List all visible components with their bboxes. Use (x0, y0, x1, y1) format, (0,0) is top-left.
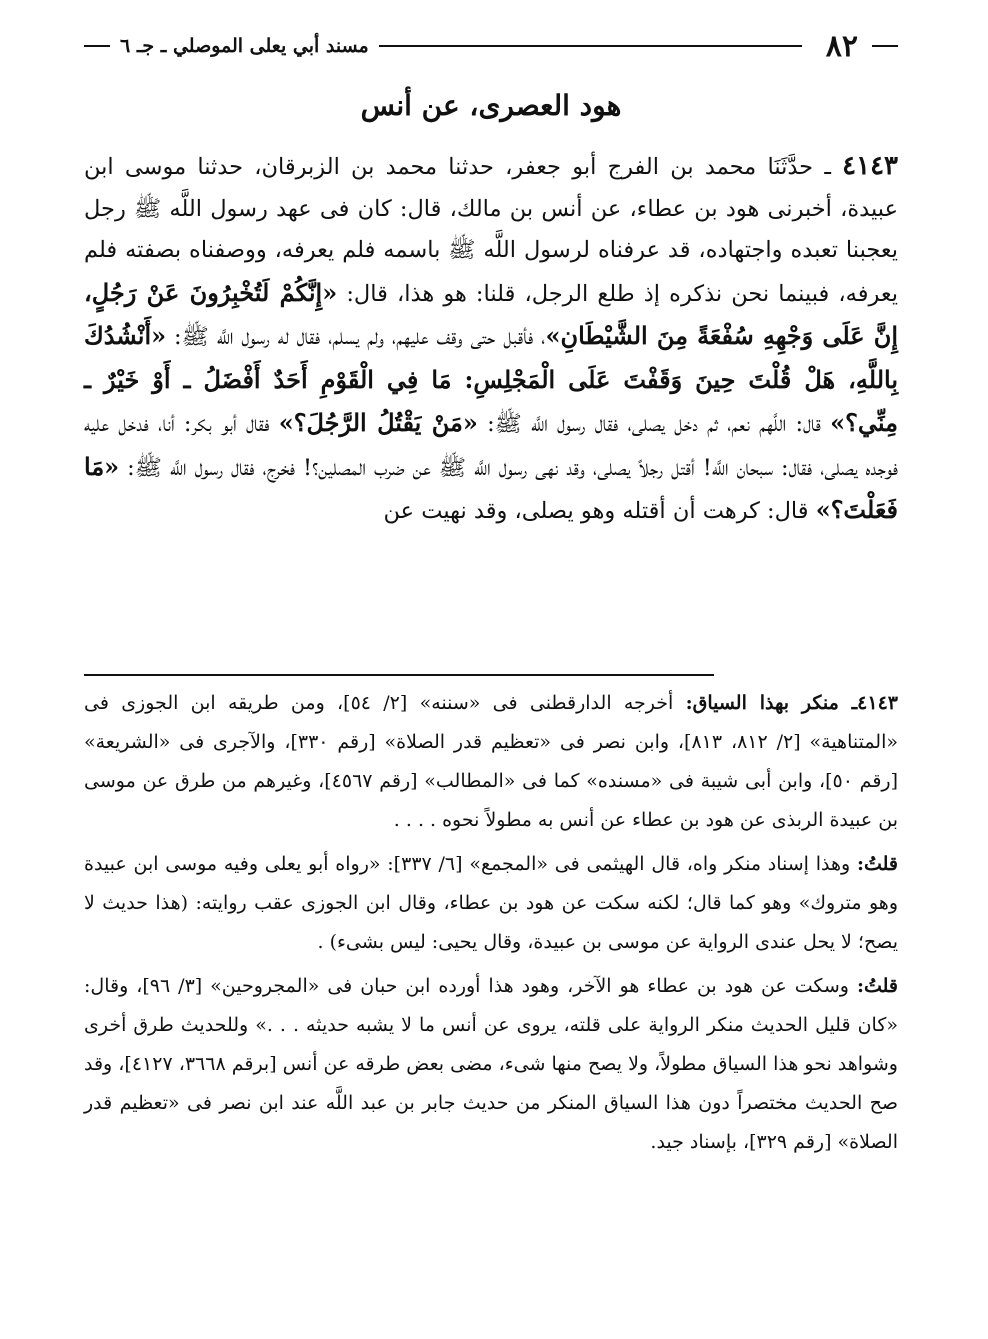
footnote-divider (84, 674, 714, 676)
footnote-takhrij (84, 684, 898, 840)
footnote-lead: قلتُ: (856, 853, 899, 875)
hadith-text-part-4: فقال أبو بكر: أنا، فدخل عليه فوجده يصلى، فقال: سبحان اللَّه! أقتل رجلاً يصلى، وقد نهى رسول اللَّه ﷺ عن ضرب المصلين؟! فخرج، فقال رسول اللَّه ﷺ: (84, 411, 898, 481)
prophetic-quote-3: «مَنْ يَقْتُلُ الرَّجُلَ؟» (278, 408, 478, 437)
footnote-comment-2 (84, 967, 898, 1162)
footnote-body: وهذا إسناد منكر واه، قال الهيثمى فى «المجمع» [٦/ ٣٣٧]: «رواه أبو يعلى وفيه موسى ابن عبيدة وهو متروك» وهو كما قال؛ لكنه سكت عن هود بن عطاء، وقال ابن الجوزى عقب روايته: (هذا حديث لا يصح؛ لا يحل عندى الرواية عن موسى بن عبيدة، وقال يحيى: ليس بشىء) . (84, 853, 898, 953)
hadith-text-part-2: ، فأقبل حتى وقف عليهم، ولم يسلم، فقال له رسول اللَّه ﷺ: (166, 324, 546, 350)
hadith-text-part-3: قال: اللَّهم نعم، ثم دخل يصلى، فقال رسول اللَّه ﷺ: (477, 411, 831, 437)
prophetic-quote-2: «أَنْشُدُكَ بِاللَّهِ، هَلْ قُلْتَ حِينَ وَقَفْتَ عَلَى الْمَجْلِسِ: مَا فِي الْقَوْمِ أَحَدٌ أَفْضَلُ ـ أَوْ خَيْرٌ ـ مِنِّي؟» (84, 321, 898, 437)
header-rule (379, 45, 802, 47)
hadith-text-part-5: قال: كرهت أن أقتله وهو يصلى، وقد نهيت عن (383, 498, 816, 524)
running-header (84, 26, 898, 66)
prophetic-quote-4: «مَا فَعَلْتَ؟» (84, 451, 898, 524)
hadith-text (84, 146, 898, 533)
book-title: مسند أبي يعلى الموصلي ـ جـ ٦ (120, 35, 369, 57)
page-number: ٨٢ (825, 28, 858, 64)
chapter-title: هود العصرى، عن أنس (360, 89, 622, 122)
prophetic-quote-1: «إِنَّكُمْ لَتُخْبِرُونَ عَنْ رَجُلٍ، إِنَّ عَلَى وَجْهِهِ سُفْعَةً مِنَ الشَّيْطَانِ» (84, 277, 898, 350)
header-dash-left (84, 45, 110, 47)
footnote-comment-1 (84, 845, 898, 962)
footnotes (84, 684, 898, 1167)
footnote-lead: ٤١٤٣ـ منكر بهذا السياق: (685, 692, 898, 714)
hadith-number: ٤١٤٣ (842, 151, 898, 181)
hadith-text-part-1: ـ حدَّثَنَا محمد بن الفرج أبو جعفر، حدثنا محمد بن الزبرقان، حدثنا موسى ابن عبيدة، أخبرنى هود بن عطاء، عن أنس بن مالك، قال: كان فى عهد رسول اللَّه ﷺ رجل يعجبنا تعبده واجتهاده، قد عرفناه لرسول اللَّه ﷺ باسمه فلم يعرفه، ووصفناه بصفته فلم يعرفه، فبينما نحن نذكره إذ طلع الرجل، قلنا: هو هذا، قال: (84, 154, 899, 307)
footnote-body: وسكت عن هود بن عطاء هو الآخر، وهود هذا أورده ابن حبان فى «المجروحين» [٣/ ٩٦]، وقال: «كان قليل الحديث منكر الرواية على قلته، يروى عن أنس ما لا يشبه حديثه . . .» وللحديث طرق أخرى وشواهد نحو هذا السياق مطولاً، ولا يصح منها شىء، مضى بعض طرقه عن أنس [برقم ٣٦٦٨، ٤١٢٧]، وقد صح الحديث مختصراً دون هذا السياق المنكر من حديث جابر بن عبد اللَّه عند ابن نصر فى «تعظيم قدر الصلاة» [رقم ٣٢٩]، بإسناد جيد. (84, 975, 898, 1153)
header-dash-right (872, 45, 898, 47)
footnote-body: أخرجه الدارقطنى فى «سننه» [٢/ ٥٤]، ومن طريقه ابن الجوزى فى «المتناهية» [٢/ ٨١٢، ٨١٣]، وابن نصر فى «تعظيم قدر الصلاة» [رقم ٣٣٠]، والآجرى فى «الشريعة» [رقم ٥٠]، وابن أبى شيبة فى «مسنده» كما فى «المطالب» [رقم ٤٥٦٧]، وغيرهم من طرق عن موسى بن عبيدة الربذى عن هود بن عطاء عن أنس به مطولاً نحوه . . . . (84, 692, 899, 831)
footnote-lead: قلتُ: (856, 975, 898, 997)
